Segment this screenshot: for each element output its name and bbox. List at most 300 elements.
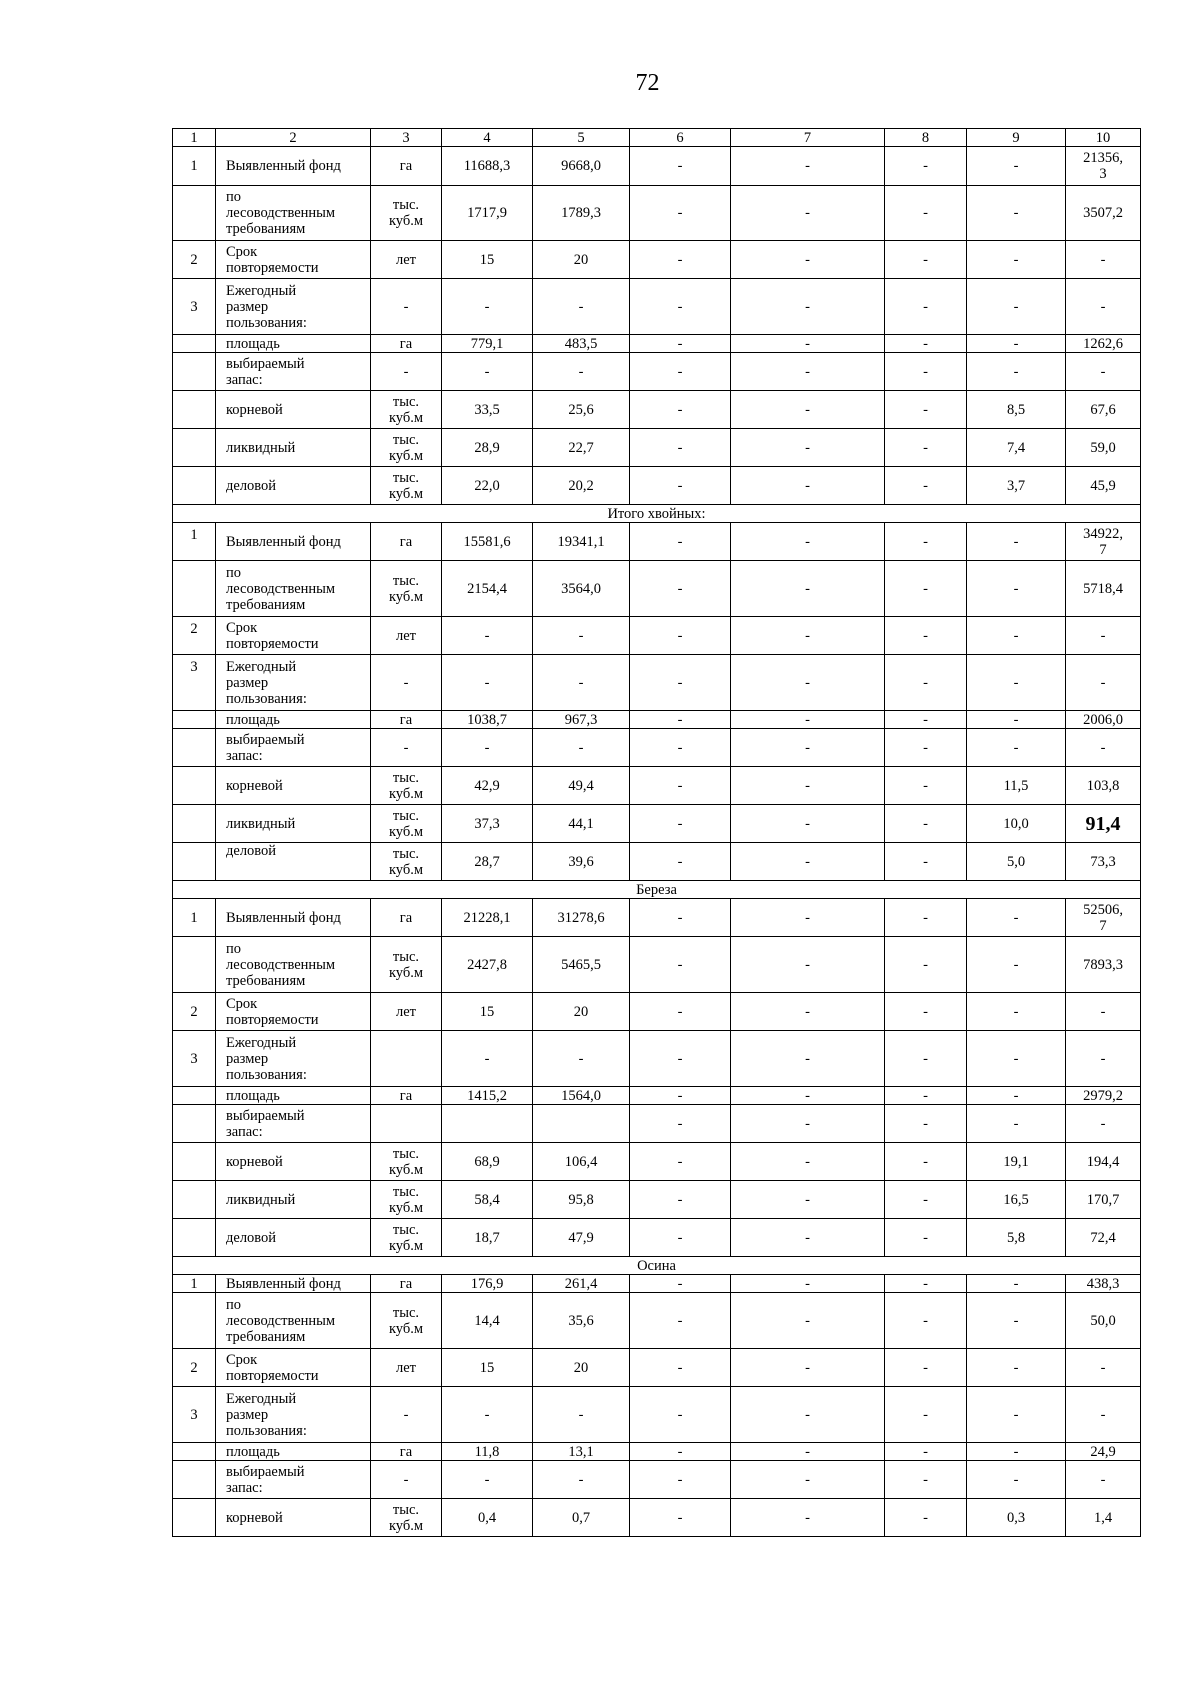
table-cell: 2154,4 — [442, 561, 533, 617]
table-cell: 1 — [173, 899, 216, 937]
table-cell: - — [371, 279, 442, 335]
table-cell: 1789,3 — [533, 186, 630, 241]
table-cell: - — [1066, 1349, 1141, 1387]
table-cell: - — [731, 655, 885, 711]
table-cell: 2 — [173, 993, 216, 1031]
table-row — [173, 767, 1141, 805]
table-cell: - — [1066, 655, 1141, 711]
table-cell: 11,8 — [442, 1443, 533, 1461]
table-cell: по лесоводственным требованиям — [216, 561, 371, 617]
table-cell: га — [371, 1443, 442, 1461]
table-cell: 1262,6 — [1066, 335, 1141, 353]
table-cell: 58,4 — [442, 1181, 533, 1219]
table-cell: - — [1066, 1105, 1141, 1143]
table-cell: 15 — [442, 241, 533, 279]
table-cell: - — [731, 937, 885, 993]
table-row — [173, 279, 1141, 335]
table-cell: - — [885, 1349, 967, 1387]
table-cell: - — [533, 1461, 630, 1499]
table-cell: - — [630, 1219, 731, 1257]
table-cell: 967,3 — [533, 711, 630, 729]
table-cell: - — [630, 1143, 731, 1181]
table-cell — [371, 1031, 442, 1087]
table-cell: - — [885, 467, 967, 505]
table-cell: - — [630, 937, 731, 993]
table-cell: 42,9 — [442, 767, 533, 805]
table-cell: 3,7 — [967, 467, 1066, 505]
table-cell: корневой — [216, 1143, 371, 1181]
table-cell: 22,7 — [533, 429, 630, 467]
table-cell: - — [630, 899, 731, 937]
table-cell — [173, 335, 216, 353]
table-cell: - — [630, 1087, 731, 1105]
table-cell: площадь — [216, 335, 371, 353]
table-cell: 3 — [173, 655, 216, 711]
table-cell: 44,1 — [533, 805, 630, 843]
table-cell: - — [630, 1181, 731, 1219]
table-cell: - — [885, 1387, 967, 1443]
table-cell: - — [533, 279, 630, 335]
table-row — [173, 391, 1141, 429]
table-cell — [173, 186, 216, 241]
table-cell: 2979,2 — [1066, 1087, 1141, 1105]
table-cell: 0,7 — [533, 1499, 630, 1537]
table-cell: 33,5 — [442, 391, 533, 429]
table-cell: - — [630, 729, 731, 767]
table-cell: - — [630, 1443, 731, 1461]
table-cell: площадь — [216, 711, 371, 729]
table-cell: 34922, 7 — [1066, 523, 1141, 561]
table-cell: тыс. куб.м — [371, 561, 442, 617]
table-cell: 2 — [173, 241, 216, 279]
table-cell: - — [885, 1499, 967, 1537]
column-number: 8 — [885, 129, 967, 147]
table-cell: Ежегодный размер пользования: — [216, 1031, 371, 1087]
table-cell: - — [731, 523, 885, 561]
table-cell: - — [731, 1461, 885, 1499]
table-cell: 49,4 — [533, 767, 630, 805]
table-cell: 2006,0 — [1066, 711, 1141, 729]
table-cell: - — [731, 353, 885, 391]
table-row — [173, 993, 1141, 1031]
table-row — [173, 335, 1141, 353]
table-cell: - — [731, 993, 885, 1031]
table-cell: - — [967, 899, 1066, 937]
table-cell: га — [371, 523, 442, 561]
table-cell: 91,4 — [1066, 805, 1141, 843]
table-cell: - — [731, 1499, 885, 1537]
table-cell: 5465,5 — [533, 937, 630, 993]
table-cell: - — [731, 1275, 885, 1293]
table-cell: - — [731, 1443, 885, 1461]
table-cell: выбираемый запас: — [216, 729, 371, 767]
table-cell: - — [630, 186, 731, 241]
table-cell: корневой — [216, 767, 371, 805]
table-cell — [173, 1087, 216, 1105]
table-cell: 59,0 — [1066, 429, 1141, 467]
table-cell: - — [371, 1387, 442, 1443]
table-cell: - — [967, 186, 1066, 241]
table-cell: - — [630, 805, 731, 843]
table-cell — [173, 1461, 216, 1499]
table-cell: - — [885, 1293, 967, 1349]
column-number: 7 — [731, 129, 885, 147]
table-cell: 72,4 — [1066, 1219, 1141, 1257]
table-cell: - — [731, 1031, 885, 1087]
table-cell: - — [885, 767, 967, 805]
table-cell: Ежегодный размер пользования: — [216, 655, 371, 711]
table-cell: 28,7 — [442, 843, 533, 881]
table-cell: 1415,2 — [442, 1087, 533, 1105]
table-cell: 2427,8 — [442, 937, 533, 993]
table-cell — [173, 1143, 216, 1181]
table-cell: - — [967, 655, 1066, 711]
table-cell: ликвидный — [216, 429, 371, 467]
table-cell: - — [967, 1293, 1066, 1349]
table-cell: - — [442, 1031, 533, 1087]
table-cell: деловой — [216, 467, 371, 505]
table-cell — [173, 429, 216, 467]
table-cell: - — [885, 1105, 967, 1143]
table-cell: га — [371, 1275, 442, 1293]
table-cell: лет — [371, 1349, 442, 1387]
table-cell: - — [630, 467, 731, 505]
table-row — [173, 899, 1141, 937]
table-cell: - — [630, 1031, 731, 1087]
table-cell: - — [885, 1143, 967, 1181]
table-cell: - — [885, 937, 967, 993]
table-row — [173, 1499, 1141, 1537]
table-cell: выбираемый запас: — [216, 1461, 371, 1499]
table-cell: - — [967, 1349, 1066, 1387]
table-cell: 31278,6 — [533, 899, 630, 937]
table-cell: 73,3 — [1066, 843, 1141, 881]
table-cell: корневой — [216, 1499, 371, 1537]
table-cell: 7,4 — [967, 429, 1066, 467]
table-cell: 8,5 — [967, 391, 1066, 429]
table-cell: - — [630, 1349, 731, 1387]
table-cell: 39,6 — [533, 843, 630, 881]
table-row — [173, 523, 1141, 561]
column-number: 5 — [533, 129, 630, 147]
table-cell: - — [885, 353, 967, 391]
table-cell: 11,5 — [967, 767, 1066, 805]
section-title-row — [173, 505, 1141, 523]
table-cell: тыс. куб.м — [371, 1181, 442, 1219]
table-cell: 170,7 — [1066, 1181, 1141, 1219]
table-cell: 16,5 — [967, 1181, 1066, 1219]
column-number: 10 — [1066, 129, 1141, 147]
table-cell: - — [731, 335, 885, 353]
table-cell: 20,2 — [533, 467, 630, 505]
table-cell: 5718,4 — [1066, 561, 1141, 617]
table-cell: - — [630, 843, 731, 881]
table-row — [173, 843, 1141, 881]
column-number: 4 — [442, 129, 533, 147]
table-cell: 1 — [173, 147, 216, 186]
table-cell: деловой — [216, 1219, 371, 1257]
table-cell: - — [630, 523, 731, 561]
table-cell: лет — [371, 993, 442, 1031]
table-cell: 37,3 — [442, 805, 533, 843]
table-cell: - — [1066, 993, 1141, 1031]
table-cell: 50,0 — [1066, 1293, 1141, 1349]
table-cell: - — [731, 843, 885, 881]
table-cell: - — [630, 993, 731, 1031]
table-cell: - — [967, 993, 1066, 1031]
table-cell: 2 — [173, 1349, 216, 1387]
table-row — [173, 147, 1141, 186]
table-row — [173, 467, 1141, 505]
column-number: 1 — [173, 129, 216, 147]
table-cell: - — [630, 241, 731, 279]
table-cell: 15 — [442, 1349, 533, 1387]
table-row — [173, 729, 1141, 767]
table-cell: тыс. куб.м — [371, 1219, 442, 1257]
table-row — [173, 937, 1141, 993]
table-row — [173, 353, 1141, 391]
table-cell: площадь — [216, 1443, 371, 1461]
table-cell: - — [885, 1181, 967, 1219]
table-cell — [173, 561, 216, 617]
table-cell: - — [967, 937, 1066, 993]
table-cell: 20 — [533, 993, 630, 1031]
table-cell: Срок повторяемости — [216, 993, 371, 1031]
table-cell: - — [630, 1387, 731, 1443]
table-cell: 47,9 — [533, 1219, 630, 1257]
table-cell: 35,6 — [533, 1293, 630, 1349]
table-cell: га — [371, 711, 442, 729]
table-cell: 21228,1 — [442, 899, 533, 937]
table-cell: 28,9 — [442, 429, 533, 467]
table-row — [173, 186, 1141, 241]
table-cell: - — [967, 279, 1066, 335]
table-cell: ликвидный — [216, 1181, 371, 1219]
table-cell: - — [731, 729, 885, 767]
table-cell: - — [885, 429, 967, 467]
table-cell: - — [630, 429, 731, 467]
table-cell — [533, 1105, 630, 1143]
table-cell: - — [967, 241, 1066, 279]
table-cell: 2 — [173, 617, 216, 655]
table-cell: тыс. куб.м — [371, 937, 442, 993]
table-row — [173, 1087, 1141, 1105]
table-cell: тыс. куб.м — [371, 467, 442, 505]
table-cell: - — [885, 899, 967, 937]
table-cell: - — [885, 1219, 967, 1257]
table-cell: Выявленный фонд — [216, 899, 371, 937]
table-cell: - — [731, 391, 885, 429]
table-cell: - — [885, 335, 967, 353]
table-cell: - — [630, 711, 731, 729]
table-cell: - — [630, 279, 731, 335]
table-cell: 1 — [173, 1275, 216, 1293]
table-row — [173, 1031, 1141, 1087]
table-cell: 21356, 3 — [1066, 147, 1141, 186]
table-cell: - — [731, 1143, 885, 1181]
table-cell: 1,4 — [1066, 1499, 1141, 1537]
table-row — [173, 1387, 1141, 1443]
table-cell: - — [885, 805, 967, 843]
table-cell: - — [630, 335, 731, 353]
table-row — [173, 617, 1141, 655]
table-cell: 438,3 — [1066, 1275, 1141, 1293]
table-cell: - — [371, 655, 442, 711]
table-cell: - — [731, 1105, 885, 1143]
table-cell: тыс. куб.м — [371, 429, 442, 467]
table-cell: 1038,7 — [442, 711, 533, 729]
table-cell: - — [442, 1387, 533, 1443]
table-cell: - — [533, 655, 630, 711]
table-cell: - — [533, 353, 630, 391]
table-cell: - — [967, 1443, 1066, 1461]
table-cell: - — [533, 1387, 630, 1443]
table-cell: корневой — [216, 391, 371, 429]
column-number: 9 — [967, 129, 1066, 147]
table-cell: выбираемый запас: — [216, 1105, 371, 1143]
table-cell: 14,4 — [442, 1293, 533, 1349]
table-cell: - — [1066, 617, 1141, 655]
table-cell: - — [885, 391, 967, 429]
table-cell: - — [731, 1387, 885, 1443]
table-cell: 7893,3 — [1066, 937, 1141, 993]
table-cell: - — [967, 1087, 1066, 1105]
table-cell: тыс. куб.м — [371, 186, 442, 241]
table-cell: по лесоводственным требованиям — [216, 1293, 371, 1349]
table-cell: тыс. куб.м — [371, 805, 442, 843]
table-row — [173, 1143, 1141, 1181]
table-cell: Выявленный фонд — [216, 523, 371, 561]
table-row — [173, 241, 1141, 279]
table-cell: 13,1 — [533, 1443, 630, 1461]
table-cell: - — [630, 561, 731, 617]
table-row — [173, 1181, 1141, 1219]
table-cell: - — [731, 186, 885, 241]
table-cell: га — [371, 147, 442, 186]
table-cell: - — [442, 655, 533, 711]
table-cell — [173, 843, 216, 881]
table-cell: - — [731, 1181, 885, 1219]
column-number: 6 — [630, 129, 731, 147]
table-cell: - — [630, 1293, 731, 1349]
table-cell: - — [885, 186, 967, 241]
table-cell: - — [731, 147, 885, 186]
table-cell: - — [967, 711, 1066, 729]
table-cell: - — [731, 805, 885, 843]
table-cell: - — [731, 561, 885, 617]
table-cell: деловой — [216, 843, 371, 881]
table-cell: - — [967, 1387, 1066, 1443]
table-cell: - — [442, 617, 533, 655]
table-cell: 10,0 — [967, 805, 1066, 843]
table-cell: ликвидный — [216, 805, 371, 843]
table-cell: - — [885, 1461, 967, 1499]
table-cell: 483,5 — [533, 335, 630, 353]
table-cell — [173, 767, 216, 805]
table-cell: - — [885, 655, 967, 711]
table-cell — [173, 1443, 216, 1461]
table-cell: 1 — [173, 523, 216, 561]
table-cell: - — [630, 617, 731, 655]
table-cell: - — [442, 279, 533, 335]
table-cell: - — [1066, 1387, 1141, 1443]
table-cell — [173, 391, 216, 429]
table-cell: 15 — [442, 993, 533, 1031]
table-cell: Выявленный фонд — [216, 1275, 371, 1293]
forest-use-table — [172, 128, 1141, 1537]
table-cell — [173, 729, 216, 767]
table-cell: 15581,6 — [442, 523, 533, 561]
table-cell: по лесоводственным требованиям — [216, 186, 371, 241]
table-cell: 3564,0 — [533, 561, 630, 617]
table-cell: - — [1066, 353, 1141, 391]
table-cell: - — [967, 147, 1066, 186]
table-cell: - — [1066, 241, 1141, 279]
table-cell — [442, 1105, 533, 1143]
table-cell: - — [371, 1461, 442, 1499]
table-cell — [173, 467, 216, 505]
page-number: 72 — [635, 70, 660, 96]
table-cell: - — [731, 1087, 885, 1105]
table-cell: - — [967, 1461, 1066, 1499]
table-cell: - — [885, 1031, 967, 1087]
table-cell: - — [967, 1031, 1066, 1087]
table-cell: - — [630, 1105, 731, 1143]
table-cell: - — [731, 1349, 885, 1387]
table-cell: Ежегодный размер пользования: — [216, 1387, 371, 1443]
table-cell: 67,6 — [1066, 391, 1141, 429]
table-cell: тыс. куб.м — [371, 391, 442, 429]
table-cell: 20 — [533, 1349, 630, 1387]
table-row — [173, 1461, 1141, 1499]
table-cell: - — [630, 353, 731, 391]
table-row — [173, 1349, 1141, 1387]
table-cell — [371, 1105, 442, 1143]
table-cell: - — [967, 617, 1066, 655]
table-cell — [173, 1499, 216, 1537]
table-cell — [173, 1181, 216, 1219]
table-cell: - — [1066, 729, 1141, 767]
table-cell — [173, 353, 216, 391]
section-title: Итого хвойных: — [173, 505, 1141, 523]
table-cell: 45,9 — [1066, 467, 1141, 505]
table-cell: га — [371, 1087, 442, 1105]
table-cell: - — [885, 1443, 967, 1461]
table-cell: - — [371, 729, 442, 767]
table-cell: Срок повторяемости — [216, 1349, 371, 1387]
table-cell: - — [967, 729, 1066, 767]
table-row — [173, 429, 1141, 467]
table-cell: 0,4 — [442, 1499, 533, 1537]
table-cell: - — [731, 241, 885, 279]
table-cell: 22,0 — [442, 467, 533, 505]
column-number-row — [173, 129, 1141, 147]
table-row — [173, 1275, 1141, 1293]
table-cell: га — [371, 899, 442, 937]
table-cell: 0,3 — [967, 1499, 1066, 1537]
table-row — [173, 561, 1141, 617]
table-cell: Выявленный фонд — [216, 147, 371, 186]
table-cell: 1564,0 — [533, 1087, 630, 1105]
table-cell — [173, 1293, 216, 1349]
table-cell: - — [885, 617, 967, 655]
table-cell: - — [731, 617, 885, 655]
table-cell: 9668,0 — [533, 147, 630, 186]
table-cell: Срок повторяемости — [216, 241, 371, 279]
table-cell: 3 — [173, 1031, 216, 1087]
table-cell: - — [731, 429, 885, 467]
table-cell: - — [1066, 1461, 1141, 1499]
